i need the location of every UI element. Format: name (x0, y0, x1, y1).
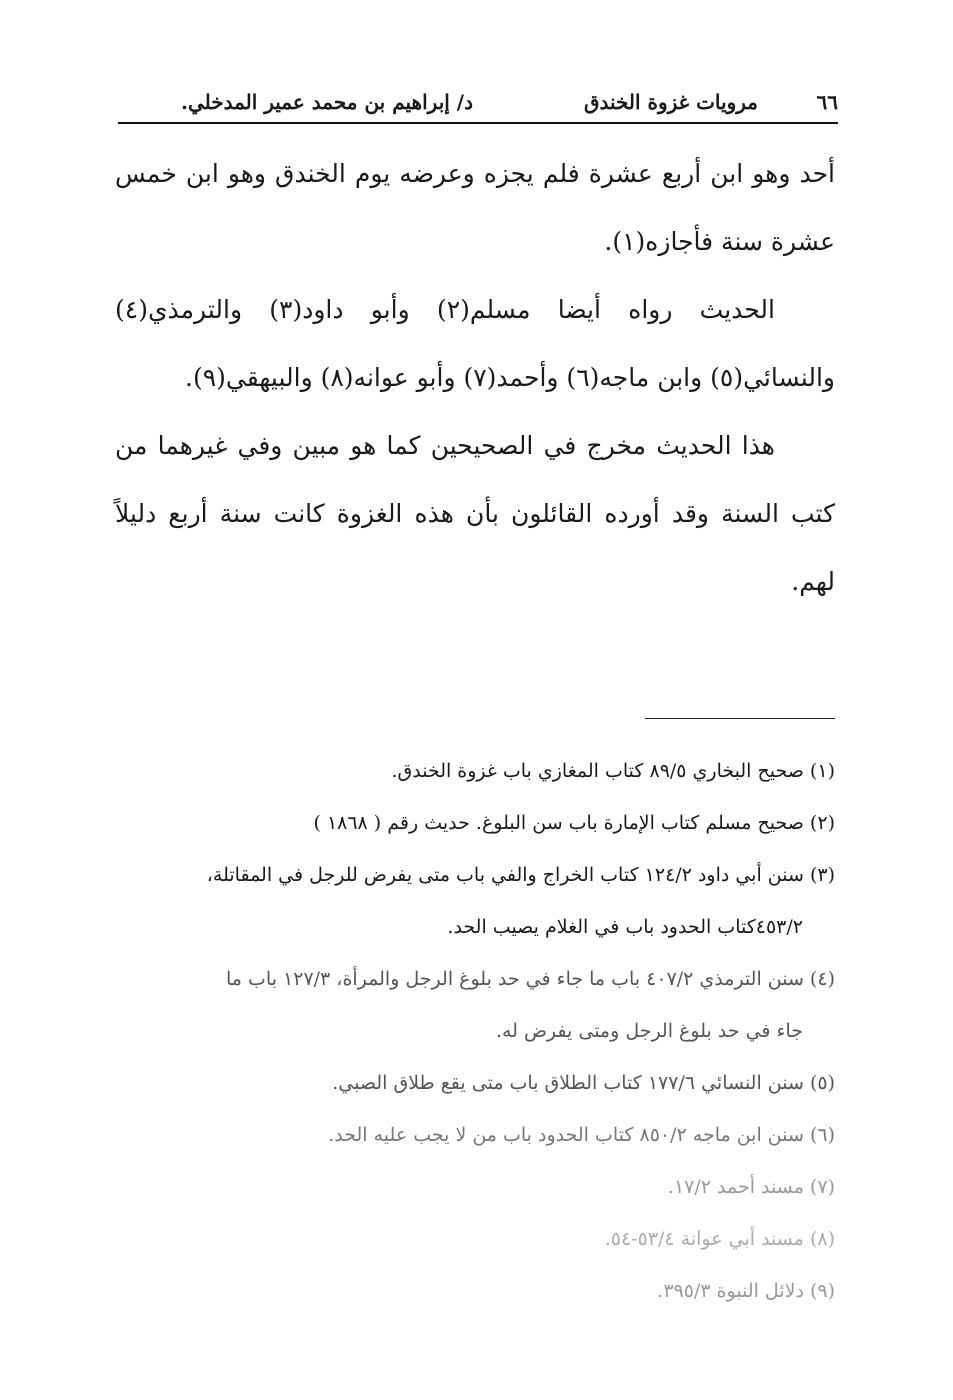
footnote-7 (115, 1161, 835, 1213)
footnote-9 (115, 1265, 835, 1317)
footnote-continuation: جاء في حد بلوغ الرجل ومتى يفرض له. (495, 1020, 803, 1042)
author-name: د/ إبراهيم بن محمد عمير المدخلي. (180, 90, 473, 114)
footnote-continuation: ٤٥٣/٢كتاب الحدود باب في الغلام يصيب الحد. (447, 916, 803, 938)
footnote-4 (115, 953, 835, 1057)
footnote-text: (٦) سنن ابن ماجه ٨٥٠/٢ كتاب الحدود باب من لا يجب عليه الحد. (328, 1124, 835, 1146)
paragraph: هذا الحديث مخرج في الصحيحين كما هو مبين وفي غيرهما من كتب السنة وقد أورده القائلون بأن هذه الغزوة كانت سنة أربع دليلاً لهم. (115, 431, 835, 596)
footnote-text: (٣) سنن أبي داود ١٢٤/٢ كتاب الخراج والفي باب متى يفرض للرجل في المقاتلة، (206, 864, 835, 886)
page-number: ٦٦ (816, 90, 838, 114)
footnote-8 (115, 1213, 835, 1265)
paragraph: أحد وهو ابن أربع عشرة فلم يجزه وعرضه يوم الخندق وهو ابن خمس عشرة سنة فأجازه(١). (115, 159, 835, 256)
footnote-3 (115, 849, 835, 953)
footnote-5 (115, 1057, 835, 1109)
footnote-6 (115, 1109, 835, 1161)
footnote-text: (٤) سنن الترمذي ٤٠٧/٢ باب ما جاء في حد بلوغ الرجل والمرأة، ١٢٧/٣ باب ما (226, 968, 835, 990)
footnotes (115, 745, 835, 1317)
footnote-2 (115, 797, 835, 849)
footnote-text: (٩) دلائل النبوة ٣٩٥/٣. (657, 1280, 835, 1302)
footnote-text: (١) صحيح البخاري ٨٩/٥ كتاب المغازي باب غزوة الخندق. (391, 760, 835, 782)
footnote-text: (٥) سنن النسائي ١٧٧/٦ كتاب الطلاق باب متى يقع طلاق الصبي. (332, 1072, 835, 1094)
footnote-separator (645, 718, 835, 719)
page-header (118, 86, 838, 124)
book-title: مرويات غزوة الخندق (583, 90, 758, 114)
footnote-1 (115, 745, 835, 797)
paragraph: الحديث رواه أيضا مسلم(٢) وأبو داود(٣) والترمذي(٤) والنسائي(٥) وابن ماجه(٦) وأحمد(٧) وأبو عوانه(٨) والبيهقي(٩). (115, 295, 835, 392)
footnote-text: (٧) مسند أحمد ١٧/٢. (667, 1176, 835, 1198)
footnote-text: (٢) صحيح مسلم كتاب الإمارة باب سن البلوغ. حديث رقم ( ١٨٦٨ ) (313, 812, 835, 834)
footnote-text: (٨) مسند أبي عوانة ٥٣/٤-٥٤. (604, 1228, 835, 1250)
main-text (115, 140, 835, 616)
